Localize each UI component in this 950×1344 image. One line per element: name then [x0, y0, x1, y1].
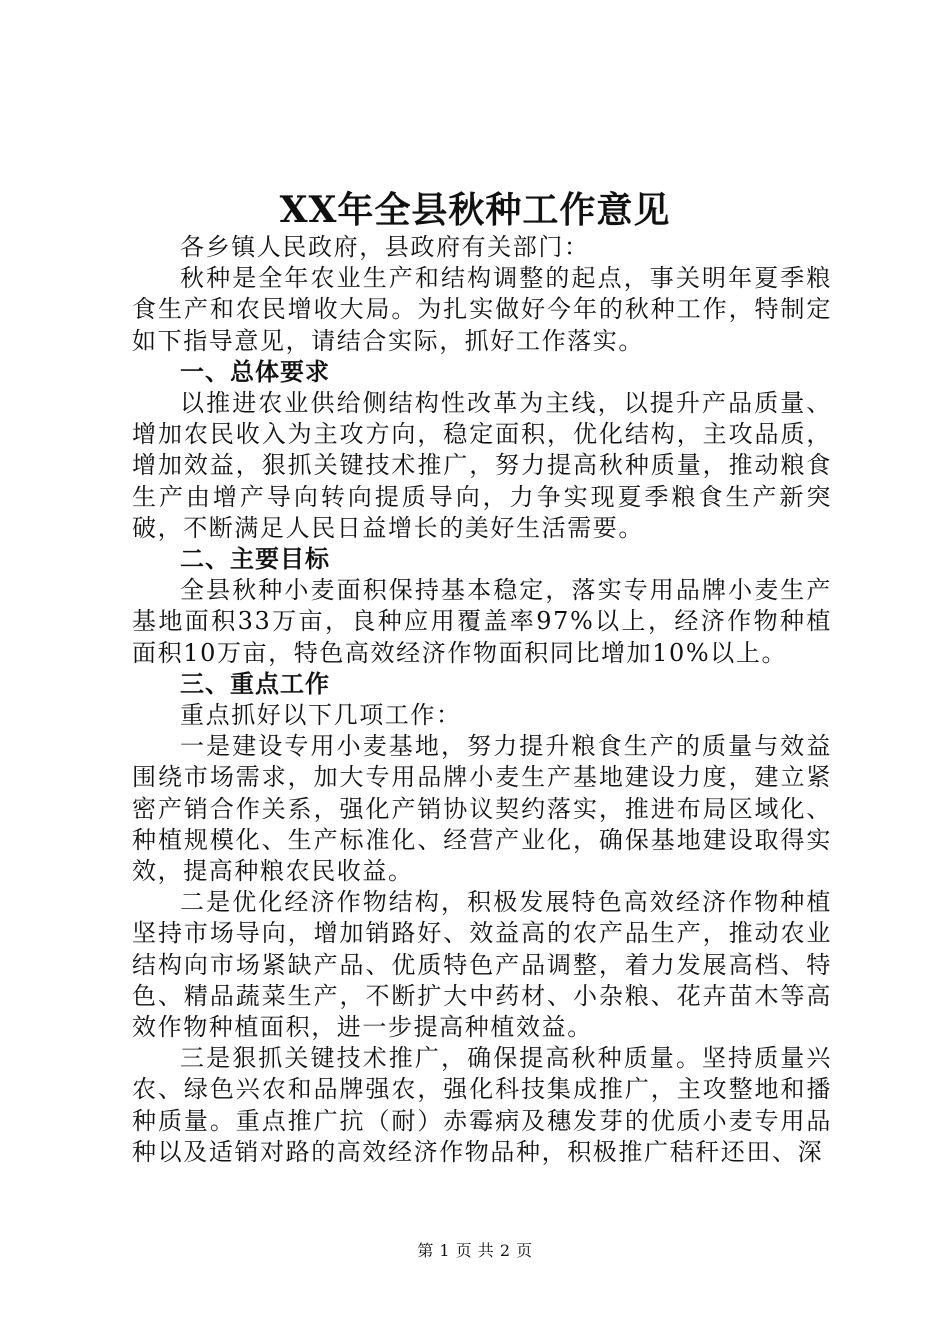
section-paragraph: 一是建设专用小麦基地，努力提升粮食生产的质量与效益围绕市场需求，加大专用品牌小麦生产基地建设力度，建立紧密产销合作关系，强化产销协议契约落实，推进布局区域化、种植规模化、生产标准化、经营产业化，确保基地建设取得实效，提高种粮农民收益。 — [132, 732, 832, 886]
intro-paragraph: 秋种是全年农业生产和结构调整的起点，事关明年夏季粮食生产和农民增收大局。为扎实做好今年的秋种工作，特制定如下指导意见，请结合实际，抓好工作落实。 — [132, 264, 832, 355]
section-paragraph: 重点抓好以下几项工作： — [180, 701, 462, 730]
document-body — [132, 232, 832, 1168]
salutation: 各乡镇人民政府，县政府有关部门： — [180, 233, 590, 261]
section-paragraph: 以推进农业供给侧结构性改革为主线，以提升产品质量、增加农民收入为主攻方向，稳定面积，优化结构，主攻品质，增加效益，狠抓关键技术推广，努力提高秋种质量，推动粮食生产由增产导向转向提质导向，力争实现夏季粮食生产新突破，不断满足人民日益增长的美好生活需要。 — [132, 389, 832, 542]
section-heading-overall-requirements: 一、总体要求 — [180, 357, 330, 386]
section-paragraph: 三是狠抓关键技术推广，确保提高秋种质量。坚持质量兴农、绿色兴农和品牌强农，强化科技集成推广，主攻整地和播种质量。重点推广抗（耐）赤霉病及穗发芽的优质小麦专用品种以及适销对路的高效经济作物品种，积极推广秸秆还田、深 — [132, 1044, 832, 1166]
section-paragraph: 全县秋种小麦面积保持基本稳定，落实专用品牌小麦生产基地面积33万亩，良种应用覆盖率97%以上，经济作物种植面积10万亩，特色高效经济作物面积同比增加10%以上。 — [132, 576, 832, 667]
document-title: XX年全县秋种工作意见 — [279, 189, 671, 231]
section-heading-main-goals: 二、主要目标 — [180, 545, 330, 574]
section-heading-key-work: 三、重点工作 — [180, 669, 330, 698]
page-number-footer: 第 1 页 共 2 页 — [417, 1241, 533, 1260]
section-paragraph: 二是优化经济作物结构，积极发展特色高效经济作物种植坚持市场导向，增加销路好、效益高的农产品生产，推动农业结构向市场紧缺产品、优质特色产品调整，着力发展高档、特色、精品蔬菜生产，不断扩大中药材、小杂粮、花卉苗木等高效作物种植面积，进一步提高种植效益。 — [132, 888, 832, 1042]
